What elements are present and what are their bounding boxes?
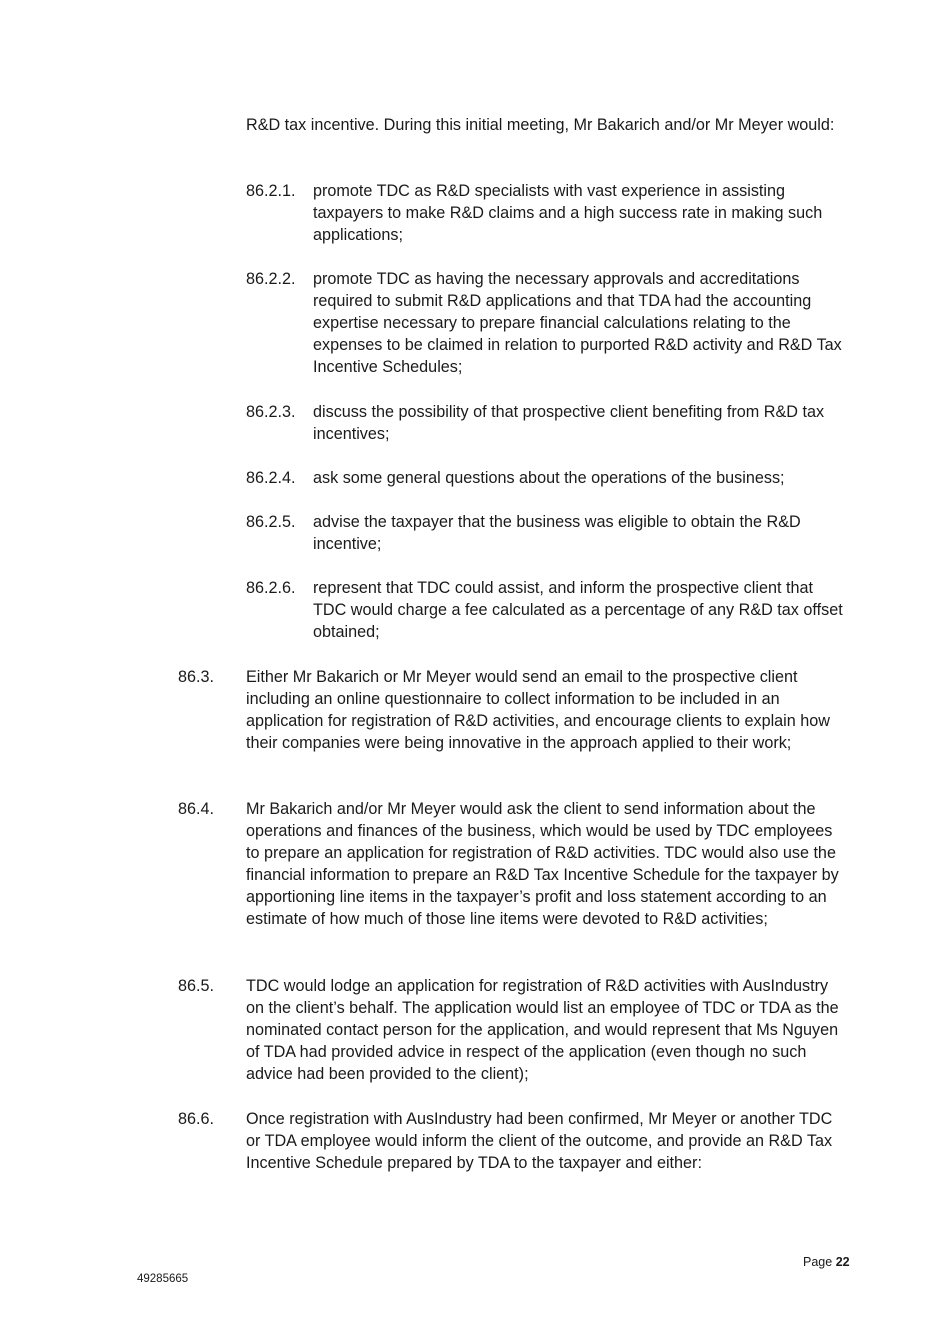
subparagraph-text: advise the taxpayer that the business was eligible to obtain the R&D incentive; [313, 513, 801, 553]
subparagraph-number: 86.2.1. [246, 182, 296, 200]
subparagraph-text: represent that TDC could assist, and inform the prospective client that TDC would charge a fee calculated as a percentage of any R&D tax offset obtained; [313, 579, 843, 641]
subparagraph-number: 86.2.2. [246, 270, 296, 288]
paragraph-number: 86.3. [178, 668, 215, 686]
subparagraph-number: 86.2.6. [246, 579, 296, 597]
page-label: Page [803, 1255, 833, 1269]
paragraph-number: 86.5. [178, 977, 215, 995]
paragraph-number: 86.6. [178, 1110, 215, 1128]
subparagraph-text: promote TDC as having the necessary approvals and accreditations required to submit R&D applications and that TDA had the accounting expertise necessary to prepare financial calculations relating to the expenses to be claimed in relation to purported R&D activity and R&D Tax Incentive Schedules; [313, 270, 842, 376]
page-number-footer [803, 1254, 850, 1270]
subparagraph-number: 86.2.3. [246, 403, 296, 421]
paragraph-text: Either Mr Bakarich or Mr Meyer would send an email to the prospective client including an online questionnaire to collect information to be included in an application for registration of R&D activities, and encourage clients to explain how their companies were being innovative in the approach applied to their work; [246, 668, 830, 752]
paragraph-number: 86.4. [178, 800, 215, 818]
page-number: 22 [835, 1255, 850, 1269]
paragraph-text: TDC would lodge an application for registration of R&D activities with AusIndustry on the client’s behalf. The application would list an employee of TDC or TDA as the nominated contact person for the application, and would represent that Ms Nguyen of TDA had provided advice in respect of the application (even though no such advice had been provided to the client); [246, 977, 839, 1083]
subparagraph-text: ask some general questions about the operations of the business; [313, 469, 785, 487]
subparagraph-text: promote TDC as R&D specialists with vast experience in assisting taxpayers to make R&D claims and a high success rate in making such applications; [313, 182, 823, 244]
subparagraph-text: discuss the possibility of that prospective client benefiting from R&D tax incentives; [313, 403, 825, 443]
subparagraph-number: 86.2.4. [246, 469, 296, 487]
subparagraph-number: 86.2.5. [246, 513, 296, 531]
paragraph-text: Mr Bakarich and/or Mr Meyer would ask the client to send information about the operations and finances of the business, which would be used by TDC employees to prepare an application for registration of R&D activities. TDC would also use the financial information to prepare an R&D Tax Incentive Schedule for the taxpayer by apportioning line items in the taxpayer’s profit and loss statement according to an estimate of how much of those line items were devoted to R&D activities; [246, 800, 839, 928]
paragraph-text: Once registration with AusIndustry had been confirmed, Mr Meyer or another TDC or TDA employee would inform the client of the outcome, and provide an R&D Tax Incentive Schedule prepared by TDA to the taxpayer and either: [246, 1110, 833, 1172]
document-reference: 49285665 [137, 1273, 189, 1285]
intro-paragraph: R&D tax incentive. During this initial meeting, Mr Bakarich and/or Mr Meyer would: [246, 116, 835, 134]
